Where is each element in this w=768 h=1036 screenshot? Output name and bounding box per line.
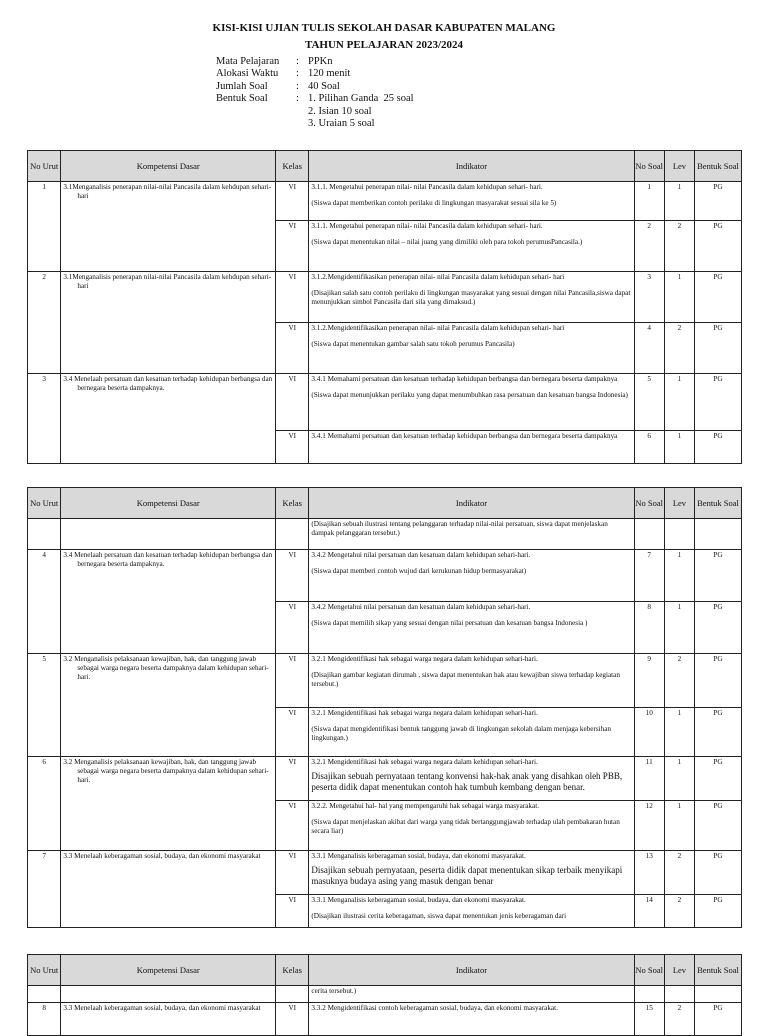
col-indikator: Indikator [309,151,634,182]
kompetensi-dasar-text: 3.2 Menganalisis pelaksanaan kewajiban, hak, dan tanggung jawab sebagai warga negara beserta dampaknya dalam kehidupan sehari-hari. [63,655,269,681]
meta-colon: : [296,68,299,80]
bentuk-soal: PG [695,708,742,757]
level: 2 [664,851,694,895]
bentuk-soal: PG [695,1003,742,1036]
table-row [28,654,742,708]
meta-value: 3. Uraian 5 soal [308,118,375,130]
bentuk-soal: PG [695,550,742,602]
indicator-text: 3.1.1. Mengetahui penerapan nilai- nilai Pancasila dalam kehidupan sehari- hari. [311,222,543,230]
col-no-soal: No Soal [634,488,664,519]
indikator [309,431,634,464]
meta-row [216,81,414,93]
no-soal: 15 [634,1003,664,1036]
kelas: VI [276,431,309,464]
indicator-description: (Disajikan salah satu contoh perilaku di lingkungan masyarakat yang sesuai dengan nilai Pancasila,siswa dapat menunjukkan simbol Pancasila dari sila yang dimaksud.) [311,289,631,306]
kelas: VI [276,323,309,374]
kelas: VI [276,757,309,801]
col-indikator: Indikator [309,955,634,986]
level: 1 [664,757,694,801]
row-number: 1 [28,182,61,272]
kompetensi-dasar [61,1003,276,1036]
meta-key [216,118,296,130]
level: 1 [664,272,694,323]
no-soal: 3 [634,272,664,323]
meta-key: Mata Pelajaran [216,56,280,67]
level: 1 [664,182,694,221]
meta-key [216,106,296,118]
meta-value: 40 Soal [308,80,340,92]
bentuk-soal: PG [695,602,742,654]
kelas: VI [276,221,309,272]
level: 2 [664,895,694,928]
bentuk-soal: PG [695,182,742,221]
kelas: VI [276,1003,309,1036]
table-row [28,550,742,602]
indicator-description: (Disajikan ilustrasi cerita keberagaman, siswa dapat menentukan jenis keberagaman dari [311,912,567,920]
indicator-description: (Siswa dapat menentukan gambar salah satu tokoh perumus Pancasila) [311,340,515,348]
col-kelas: Kelas [276,488,309,519]
kompetensi-dasar [61,986,276,1003]
col-kelas: Kelas [276,151,309,182]
bentuk-soal: PG [695,323,742,374]
col-kompetensi-dasar: Kompetensi Dasar [61,151,276,182]
indikator [309,272,634,323]
no-soal: 14 [634,895,664,928]
kompetensi-dasar-text: 3.1Menganalisis penerapan nilai-nilai Pancasila dalam kehdupan sehari-hari [63,183,272,200]
indikator [309,221,634,272]
no-soal: 13 [634,851,664,895]
col-no-urut: No Urut [28,488,61,519]
meta-row [216,56,414,68]
kelas [276,986,309,1003]
indicator-text: 3.2.1 Mengidentifikasi hak sebagai warga negara dalam kehidupan sehari-hari. [311,709,538,717]
indicator-text: 3.4.2 Mengetahui nilai persatuan dan kesatuan dalam kehidupan sehari-hari. [311,551,531,559]
indicator-text: 3.1.1. Mengetahui penerapan nilai- nilai Pancasila dalam kehidupan sehari- hari. [311,183,543,191]
meta-value: PPKn [308,56,333,67]
level: 1 [664,708,694,757]
table-row [28,182,742,221]
meta-key: Bentuk Soal [216,93,268,105]
indicator-text: 3.4.2 Mengetahui nilai persatuan dan kesatuan dalam kehidupan sehari-hari. [311,603,531,611]
table-row [28,272,742,323]
col-kompetensi-dasar: Kompetensi Dasar [61,488,276,519]
grid-table-1 [27,150,742,464]
grid-table-2 [27,487,742,928]
indicator-description: (Siswa dapat mengidentifikasi bentuk tanggung jawab di lingkungan sekolah dalam menjaga kebersihan lingkungan.) [311,725,612,742]
table-row [28,1003,742,1036]
level [664,986,694,1003]
no-soal [634,986,664,1003]
bentuk-soal: PG [695,757,742,801]
kompetensi-dasar [61,550,276,654]
continuation-row [28,519,742,550]
document-title: KISI-KISI UJIAN TULIS SEKOLAH DASAR KABUPATEN MALANG [212,22,556,34]
kelas: VI [276,550,309,602]
kompetensi-dasar [61,272,276,374]
level: 2 [664,221,694,272]
col-lev: Lev [664,488,694,519]
col-kelas: Kelas [276,955,309,986]
row-number: 2 [28,272,61,374]
meta-value: 2. Isian 10 soal [308,105,372,117]
indikator [309,323,634,374]
meta-row [216,118,414,130]
indikator-continued: (Disajikan sebuah ilustrasi tentang pelanggaran terhadap nilai-nilai persatuan, siswa dapat menjelaskan dampak pelanggaran tersebut.) [309,519,634,550]
no-soal: 5 [634,374,664,431]
continuation-row [28,986,742,1003]
kompetensi-dasar-text: 3.3 Menelaah keberagaman sosial, budaya, dan ekonomi masyarakat [63,1004,261,1012]
meta-colon [296,118,308,130]
row-number: 3 [28,374,61,464]
indicator-text: 3.2.1 Mengidentifikasi hak sebagai warga negara dalam kehidupan sehari-hari. [311,655,538,663]
kelas: VI [276,272,309,323]
indikator [309,708,634,757]
level [664,519,694,550]
document-subtitle: TAHUN PELAJARAN 2023/2024 [304,39,464,51]
header-row [28,488,742,519]
no-soal: 8 [634,602,664,654]
indicator-text: 3.1.2.Mengidentifikasikan penerapan nilai- nilai Pancasila dalam kehidupan sehari- hari [311,324,565,332]
indicator-description: (Siswa dapat menunjukkan perilaku yang dapat menumbuhkan rasa persatuan dan kesatuan bangsa Indonesia) [311,391,628,399]
level: 2 [664,323,694,374]
no-soal: 1 [634,182,664,221]
no-soal: 4 [634,323,664,374]
kompetensi-dasar-text: 3.4 Menelaah persatuan dan kesatuan terhadap kehidupan berbangsa dan bernegara beserta dampaknya. [63,551,273,568]
indikator [309,851,634,895]
bentuk-soal: PG [695,374,742,431]
indikator [309,801,634,851]
indicator-text: 3.1.2.Mengidentifikasikan penerapan nilai- nilai Pancasila dalam kehidupan sehari- hari [311,273,565,281]
no-soal: 6 [634,431,664,464]
no-soal: 12 [634,801,664,851]
level: 1 [664,801,694,851]
table-row [28,757,742,801]
row-number: 4 [28,550,61,654]
no-soal: 2 [634,221,664,272]
indicator-description: Disajikan sebuah pernyataan, peserta didik dapat menentukan sikap terbaik menyikapi masuknya budaya asing yang masuk dengan benar [311,865,623,886]
indicator-text: 3.3.1 Menganalisis keberagaman sosial, budaya, dan ekonomi masyarakat. [311,896,526,904]
indicator-description: Disajikan sebuah pernyataan tentang konvensi hak-hak anak yang disahkan oleh PBB, peserta didik dapat menentukan contoh hak tumbuh kembang dengan benar. [311,771,623,792]
meta-colon: : [296,93,299,105]
bentuk-soal: PG [695,654,742,708]
indikator [309,374,634,431]
no-soal: 11 [634,757,664,801]
header-row [28,151,742,182]
bentuk-soal: PG [695,221,742,272]
meta-colon: : [296,80,299,92]
meta-key: Jumlah Soal [216,80,268,92]
indicator-description: (Siswa dapat memilih sikap yang sesuai dengan nilai persatuan dan kesatuan bangsa Indonesia ) [311,619,588,627]
bentuk-soal: PG [695,431,742,464]
indicator-description: (Siswa dapat menjelaskan akibat dari warga yang tidak bertanggungjawab terhadap ulah pembakaran hutan secara liar) [311,818,620,835]
level: 1 [664,374,694,431]
row-number: 5 [28,654,61,757]
meta-key: Alokasi Waktu [216,68,279,80]
no-soal: 9 [634,654,664,708]
col-indikator: Indikator [309,488,634,519]
col-no-urut: No Urut [28,955,61,986]
level: 1 [664,550,694,602]
level: 1 [664,602,694,654]
indikator [309,757,634,801]
kompetensi-dasar [61,374,276,464]
row-number: 7 [28,851,61,928]
indicator-text: 3.4.1 Memahami persatuan dan kesatuan terhadap kehidupan berbangsa dan bernegara beserta dampaknya [311,375,618,383]
row-number [28,519,61,550]
col-bentuk-soal: Bentuk Soal [695,488,742,519]
kelas: VI [276,895,309,928]
table-row [28,374,742,431]
meta-row [216,93,414,105]
kelas: VI [276,708,309,757]
kompetensi-dasar-text: 3.3 Menelaah keberagaman sosial, budaya, dan ekonomi masyarakat [63,852,261,860]
table-row [28,851,742,895]
indikator [309,602,634,654]
indicator-text: 3.3.1 Menganalisis keberagaman sosial, budaya, dan ekonomi masyarakat. [311,852,526,860]
bentuk-soal [695,519,742,550]
header-row [28,955,742,986]
indikator [309,654,634,708]
bentuk-soal: PG [695,272,742,323]
col-kompetensi-dasar: Kompetensi Dasar [61,955,276,986]
kompetensi-dasar [61,654,276,757]
kelas: VI [276,602,309,654]
no-soal [634,519,664,550]
row-number [28,986,61,1003]
kelas: VI [276,801,309,851]
bentuk-soal: PG [695,895,742,928]
kelas: VI [276,182,309,221]
no-soal: 7 [634,550,664,602]
indikator [309,550,634,602]
level: 2 [664,1003,694,1036]
exam-meta [216,56,414,130]
indikator: 3.3.2 Mengidentifikasi contoh keberagaman sosial, budaya, dan ekonomi masyarakat. [309,1003,634,1036]
level: 1 [664,431,694,464]
indicator-description: (Disajikan gambar kegiatan dirumah , siswa dapat menentukan hak atau kewajiban siswa terhadap kegiatan tersebut.) [311,671,620,688]
meta-colon [296,106,308,118]
col-lev: Lev [664,955,694,986]
meta-value: 120 menit [308,68,351,80]
indicator-text: 3.4.1 Memahami persatuan dan kesatuan terhadap kehidupan berbangsa dan bernegara beserta dampaknya [311,432,618,440]
no-soal: 10 [634,708,664,757]
kelas: VI [276,654,309,708]
col-lev: Lev [664,151,694,182]
kelas: VI [276,374,309,431]
col-no-urut: No Urut [28,151,61,182]
kelas [276,519,309,550]
kompetensi-dasar [61,851,276,928]
meta-row [216,106,414,118]
kompetensi-dasar-text: 3.4 Menelaah persatuan dan kesatuan terhadap kehidupan berbangsa dan bernegara beserta dampaknya. [63,375,273,392]
indicator-description: (Siswa dapat menentukan nilai – nilai juang yang dimiliki oleh para tokoh perumusPancasila.) [311,238,583,246]
meta-colon: : [296,56,299,67]
col-no-soal: No Soal [634,151,664,182]
col-bentuk-soal: Bentuk Soal [695,151,742,182]
meta-row [216,68,414,80]
col-bentuk-soal: Bentuk Soal [695,955,742,986]
indicator-description: (Siswa dapat memberi contoh wujud dari kerukunan hidup bermasyarakat) [311,567,527,575]
row-number: 6 [28,757,61,851]
kompetensi-dasar [61,182,276,272]
indikator [309,182,634,221]
kelas: VI [276,851,309,895]
row-number: 8 [28,1003,61,1036]
indikator-continued: cerita tersebut.) [309,986,634,1003]
kompetensi-dasar-text: 3.1Menganalisis penerapan nilai-nilai Pancasila dalam kehdupan sehari-hari [63,273,272,290]
indikator [309,895,634,928]
indicator-text: 3.2.2. Mengetahui hal- hal yang mempengaruhi hak sebagai warga masyarakat. [311,802,539,810]
meta-value: 1. Pilihan Ganda 25 soal [308,93,414,105]
bentuk-soal: PG [695,801,742,851]
level: 2 [664,654,694,708]
kompetensi-dasar [61,519,276,550]
bentuk-soal [695,986,742,1003]
indicator-description: (Siswa dapat memberikan contoh perilaku di lingkungan masyarakat sesuai sila ke 5) [311,199,557,207]
col-no-soal: No Soal [634,955,664,986]
kompetensi-dasar-text: 3.2 Menganalisis pelaksanaan kewajiban, hak, dan tanggung jawab sebagai warga negara beserta dampaknya dalam kehidupan sehari-hari. [63,758,269,784]
indicator-text: 3.2.1 Mengidentifikasi hak sebagai warga negara dalam kehidupan sehari-hari. [311,758,538,766]
bentuk-soal: PG [695,851,742,895]
kompetensi-dasar [61,757,276,851]
